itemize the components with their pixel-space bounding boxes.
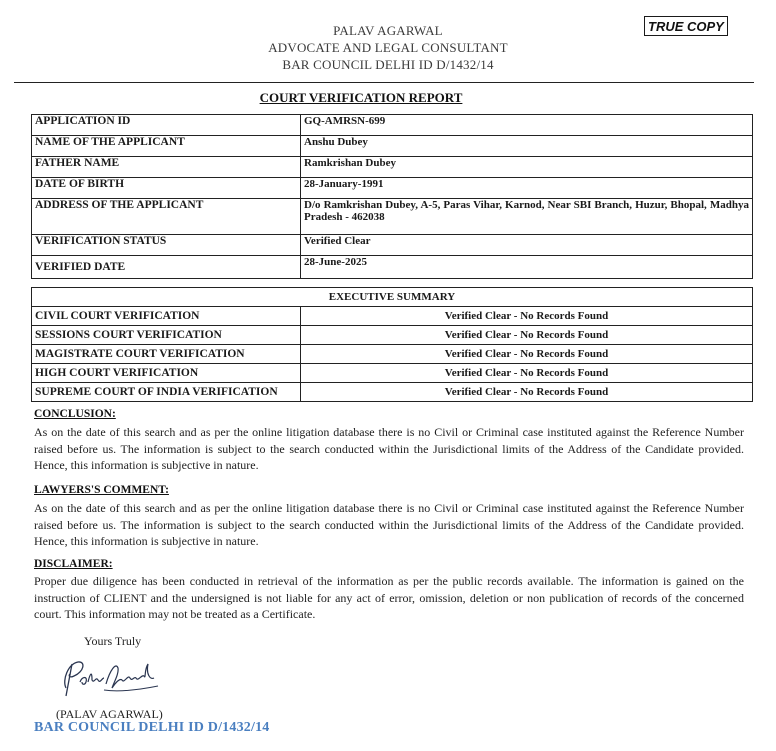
table-row: [32, 157, 753, 178]
field-label: FATHER NAME: [32, 157, 301, 178]
field-value: 28-January-1991: [301, 178, 753, 199]
table-row: [32, 115, 753, 136]
table-row: [32, 326, 753, 345]
letterhead: [0, 22, 776, 73]
court-label: HIGH COURT VERIFICATION: [32, 364, 301, 383]
table-row: [32, 383, 753, 402]
disclaimer-text: Proper due diligence has been conducted in retrieval of the information as per the public records available. The information is gained on the instruction of CLIENT and the undersigned is not liable for any act of error, omission, deletion or non publication of records of the concerned court. This information may not be treated as a Certificate.: [34, 574, 744, 621]
field-value: Anshu Dubey: [301, 136, 753, 157]
court-status: Verified Clear - No Records Found: [301, 345, 753, 364]
signatory-name: (PALAV AGARWAL): [56, 707, 163, 721]
table-row: [32, 178, 753, 199]
field-value: GQ-AMRSN-699: [301, 115, 753, 136]
field-value: Verified Clear: [301, 235, 753, 256]
table-row: [32, 136, 753, 157]
table-row: [32, 345, 753, 364]
yours-truly: Yours Truly: [84, 634, 142, 648]
court-label: SUPREME COURT OF INDIA VERIFICATION: [32, 383, 301, 402]
court-status: Verified Clear - No Records Found: [301, 326, 753, 345]
conclusion-title: CONCLUSION:: [34, 408, 116, 420]
true-copy-stamp: TRUE COPY: [644, 16, 728, 36]
court-status: Verified Clear - No Records Found: [301, 364, 753, 383]
field-label: ADDRESS OF THE APPLICANT: [32, 199, 301, 235]
signatory-bar-id: BAR COUNCIL DELHI ID D/1432/14: [34, 720, 270, 735]
table-row: [32, 199, 753, 235]
court-label: CIVIL COURT VERIFICATION: [32, 307, 301, 326]
field-value: D/o Ramkrishan Dubey, A-5, Paras Vihar, Karnod, Near SBI Branch, Huzur, Bhopal, Madhya Pradesh - 462038: [301, 199, 753, 235]
table-row: [32, 256, 753, 279]
field-value: Ramkrishan Dubey: [301, 157, 753, 178]
table-row: [32, 288, 753, 307]
court-label: MAGISTRATE COURT VERIFICATION: [32, 345, 301, 364]
field-value: 28-June-2025: [301, 256, 753, 279]
field-label: NAME OF THE APPLICANT: [32, 136, 301, 157]
table-row: [32, 364, 753, 383]
applicant-details-table: [31, 114, 753, 279]
lawyers-comment-title: LAWYERS'S COMMENT:: [34, 484, 169, 496]
disclaimer-title: DISCLAIMER:: [34, 558, 113, 570]
table-row: [32, 235, 753, 256]
header-divider: [14, 82, 754, 83]
executive-summary-table: [31, 287, 753, 402]
lawyers-comment-text: As on the date of this search and as per the online litigation database there is no Civil or Criminal case instituted against the Reference Number raised before us. The information is subject to the search conducted within the Jurisdictional limits of the Address of the Candidate provided. Hence, this information is subjective in nature.: [34, 501, 744, 548]
field-label: VERIFIED DATE: [32, 256, 301, 279]
signature-icon: [58, 652, 168, 700]
conclusion-text: As on the date of this search and as per the online litigation database there is no Civil or Criminal case instituted against the Reference Number raised before us. The information is subject to the search conducted within the Jurisdictional limits of the Address of the Candidate provided. Hence, this information is subjective in nature.: [34, 425, 744, 472]
field-label: VERIFICATION STATUS: [32, 235, 301, 256]
table-row: [32, 307, 753, 326]
court-status: Verified Clear - No Records Found: [301, 307, 753, 326]
report-title: COURT VERIFICATION REPORT: [259, 90, 463, 105]
advocate-designation: ADVOCATE AND LEGAL CONSULTANT: [268, 40, 508, 55]
field-label: APPLICATION ID: [32, 115, 301, 136]
advocate-name: PALAV AGARWAL: [333, 23, 443, 38]
executive-summary-heading: EXECUTIVE SUMMARY: [32, 288, 753, 307]
court-label: SESSIONS COURT VERIFICATION: [32, 326, 301, 345]
bar-council-id: BAR COUNCIL DELHI ID D/1432/14: [282, 57, 494, 72]
field-label: DATE OF BIRTH: [32, 178, 301, 199]
court-status: Verified Clear - No Records Found: [301, 383, 753, 402]
